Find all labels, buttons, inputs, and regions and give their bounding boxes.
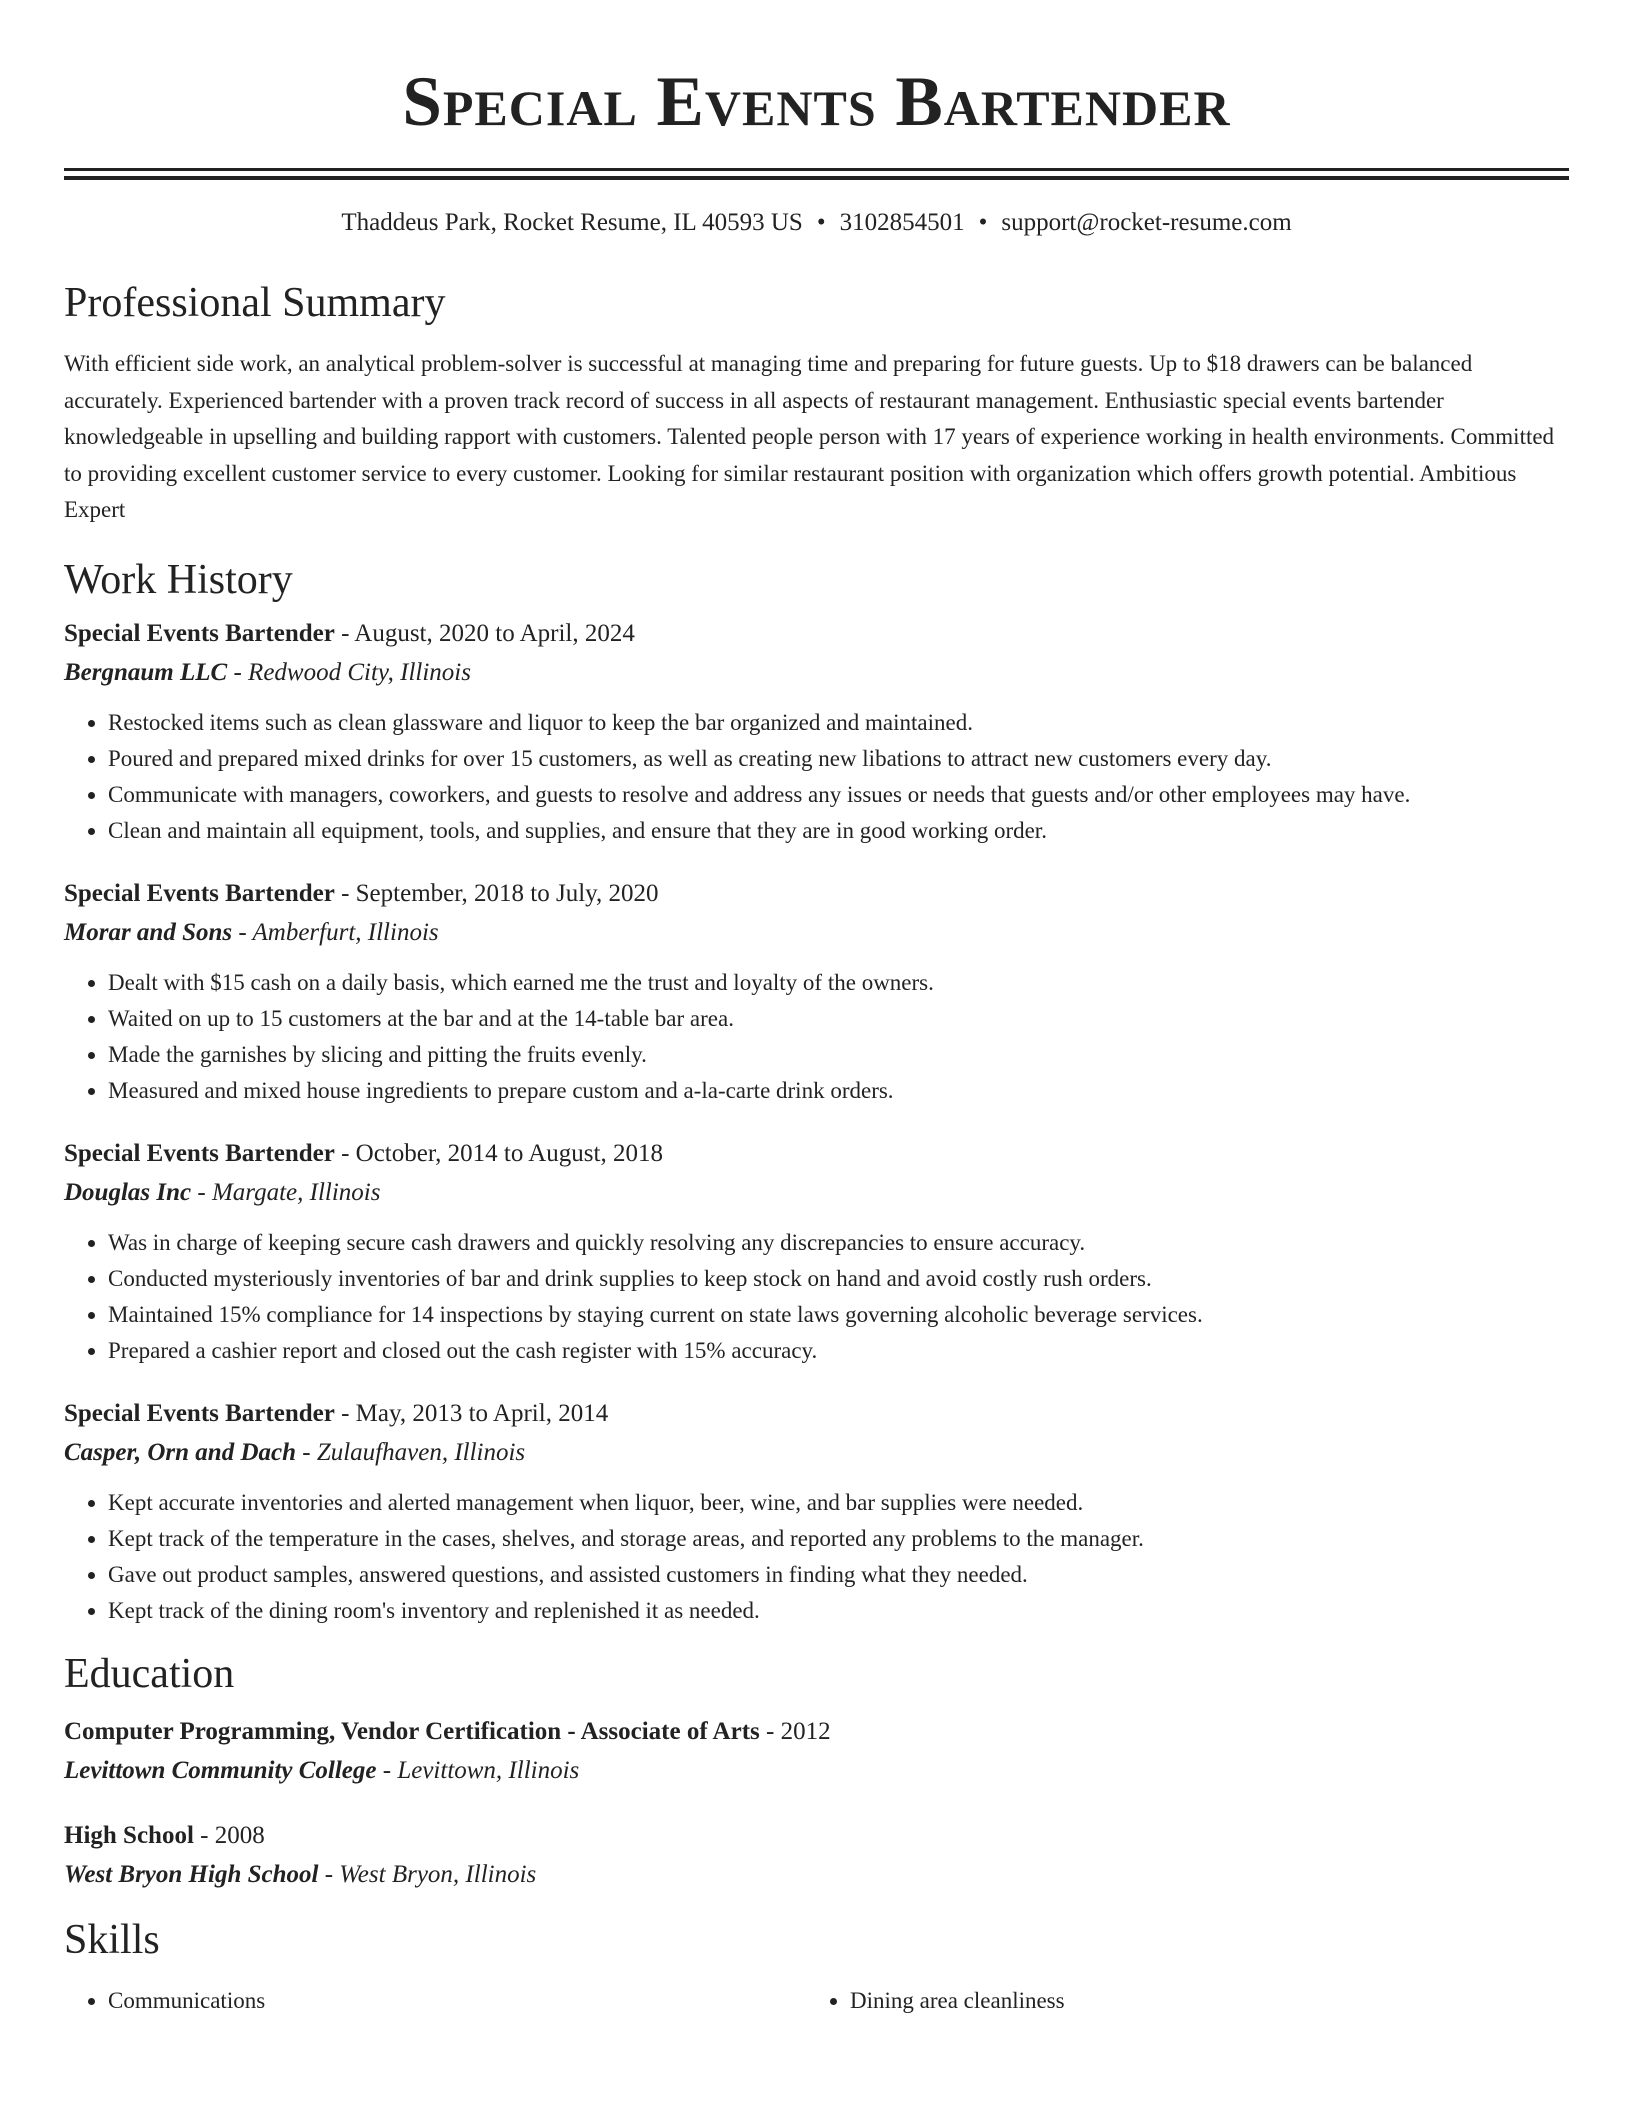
job-company: Bergnaum LLC bbox=[64, 658, 228, 686]
education-heading: Education bbox=[64, 1650, 235, 1697]
skills-column-right bbox=[806, 1983, 1548, 2019]
job-role: Special Events Bartender bbox=[64, 879, 335, 907]
job-dates: - May, 2013 to April, 2014 bbox=[334, 1399, 609, 1427]
school-line bbox=[64, 1855, 1569, 1895]
contact-phone: 3102854501 bbox=[839, 209, 965, 236]
job-bullet: • Kept track of the temperature in the cases, shelves, and storage areas, and reported any problems to the manager. bbox=[108, 1521, 1569, 1557]
skill-item: • Communications bbox=[108, 1983, 806, 2019]
job-dates: - September, 2018 to July, 2020 bbox=[334, 879, 659, 907]
job-company-line bbox=[64, 1173, 1569, 1213]
job-bullet: • Kept accurate inventories and alerted management when liquor, beer, wine, and bar supplies were needed. bbox=[108, 1485, 1569, 1521]
job-entry bbox=[64, 1395, 1569, 1629]
contact-email: support@rocket-resume.com bbox=[1001, 209, 1292, 236]
school-location: - Levittown, Illinois bbox=[376, 1756, 580, 1784]
job-role: Special Events Bartender bbox=[64, 1139, 335, 1167]
school-line bbox=[64, 1751, 1569, 1791]
job-bullets bbox=[64, 705, 1569, 849]
job-dates: - August, 2020 to April, 2024 bbox=[334, 619, 635, 647]
job-bullets bbox=[64, 1225, 1569, 1369]
school-location: - West Bryon, Illinois bbox=[318, 1860, 537, 1888]
resume-page bbox=[64, 0, 1569, 2019]
degree-year: - 2008 bbox=[193, 1821, 265, 1849]
job-title-line bbox=[64, 615, 1569, 653]
job-bullet: • Kept track of the dining room's inventory and replenished it as needed. bbox=[108, 1593, 1569, 1629]
summary-text: With efficient side work, an analytical problem-solver is successful at managing time and preparing for future guests. Up to $18 drawers can be balanced accurately. Experienced bartender with a proven track record of success in all aspects of restaurant management. Enthusiastic special events bartender knowledgeable in upselling and building rapport with customers. Talented people person with 17 years of experience working in health environments. Committed to providing excellent customer service to every customer. Looking for similar restaurant position with organization which offers growth potential. Ambitious Expert bbox=[64, 351, 1555, 522]
skills-list bbox=[64, 1983, 1569, 2019]
job-company: Douglas Inc bbox=[64, 1178, 192, 1206]
degree-year: - 2012 bbox=[759, 1717, 831, 1745]
school-name: Levittown Community College bbox=[64, 1756, 377, 1784]
job-bullet: • Poured and prepared mixed drinks for over 15 customers, as well as creating new libations to attract new customers every day. bbox=[108, 741, 1569, 777]
job-title-line bbox=[64, 875, 1569, 913]
skills-column-left bbox=[64, 1983, 806, 2019]
job-bullet: • Clean and maintain all equipment, tools, and supplies, and ensure that they are in good working order. bbox=[108, 813, 1569, 849]
job-bullets bbox=[64, 1485, 1569, 1629]
job-bullets bbox=[64, 965, 1569, 1109]
education-entry bbox=[64, 1713, 1569, 1791]
job-bullet: • Prepared a cashier report and closed out the cash register with 15% accuracy. bbox=[108, 1333, 1569, 1369]
job-bullet: • Conducted mysteriously inventories of bar and drink supplies to keep stock on hand and avoid costly rush orders. bbox=[108, 1261, 1569, 1297]
job-bullet: • Made the garnishes by slicing and pitting the fruits evenly. bbox=[108, 1037, 1569, 1073]
job-title-line bbox=[64, 1135, 1569, 1173]
job-entry bbox=[64, 1135, 1569, 1369]
job-bullet: • Waited on up to 15 customers at the bar and at the 14-table bar area. bbox=[108, 1001, 1569, 1037]
job-company: Morar and Sons bbox=[64, 918, 233, 946]
school-name: West Bryon High School bbox=[64, 1860, 319, 1888]
education-entry bbox=[64, 1817, 1569, 1895]
contact-line bbox=[64, 208, 1569, 238]
summary-heading: Professional Summary bbox=[64, 280, 446, 326]
job-bullet: • Was in charge of keeping secure cash drawers and quickly resolving any discrepancies to ensure accuracy. bbox=[108, 1225, 1569, 1261]
job-bullet: • Maintained 15% compliance for 14 inspections by staying current on state laws governing alcoholic beverage services. bbox=[108, 1297, 1569, 1333]
skill-item: • Dining area cleanliness bbox=[850, 1983, 1548, 2019]
job-bullet: • Restocked items such as clean glassware and liquor to keep the bar organized and maintained. bbox=[108, 705, 1569, 741]
degree-line bbox=[64, 1713, 1569, 1751]
job-dates: - October, 2014 to August, 2018 bbox=[334, 1139, 663, 1167]
job-company: Casper, Orn and Dach bbox=[64, 1438, 296, 1466]
degree-name: High School bbox=[64, 1821, 194, 1849]
job-location: - Zulaufhaven, Illinois bbox=[296, 1438, 526, 1466]
job-location: - Margate, Illinois bbox=[191, 1178, 381, 1206]
job-entry bbox=[64, 615, 1569, 849]
job-location: - Amberfurt, Illinois bbox=[232, 918, 439, 946]
job-company-line bbox=[64, 1433, 1569, 1473]
job-company-line bbox=[64, 913, 1569, 953]
job-location: - Redwood City, Illinois bbox=[227, 658, 471, 686]
job-bullet: • Gave out product samples, answered questions, and assisted customers in finding what they needed. bbox=[108, 1557, 1569, 1593]
job-bullet: • Measured and mixed house ingredients to prepare custom and a-la-carte drink orders. bbox=[108, 1073, 1569, 1109]
job-role: Special Events Bartender bbox=[64, 1399, 335, 1427]
job-title-line bbox=[64, 1395, 1569, 1433]
header-divider bbox=[64, 168, 1569, 180]
job-entry bbox=[64, 875, 1569, 1109]
degree-line bbox=[64, 1817, 1569, 1855]
job-company-line bbox=[64, 653, 1569, 693]
contact-separator: • bbox=[978, 209, 988, 236]
work-history-heading: Work History bbox=[64, 556, 293, 603]
job-role: Special Events Bartender bbox=[64, 619, 335, 647]
job-bullet: • Communicate with managers, coworkers, and guests to resolve and address any issues or needs that guests and/or other employees may have. bbox=[108, 777, 1569, 813]
contact-separator: • bbox=[816, 209, 826, 236]
resume-name: Special Events Bartender bbox=[402, 63, 1231, 141]
job-bullet: • Dealt with $15 cash on a daily basis, which earned me the trust and loyalty of the owners. bbox=[108, 965, 1569, 1001]
contact-address: Thaddeus Park, Rocket Resume, IL 40593 US bbox=[341, 209, 803, 236]
degree-name: Computer Programming, Vendor Certification - Associate of Arts bbox=[64, 1717, 760, 1745]
skills-heading: Skills bbox=[64, 1916, 160, 1963]
